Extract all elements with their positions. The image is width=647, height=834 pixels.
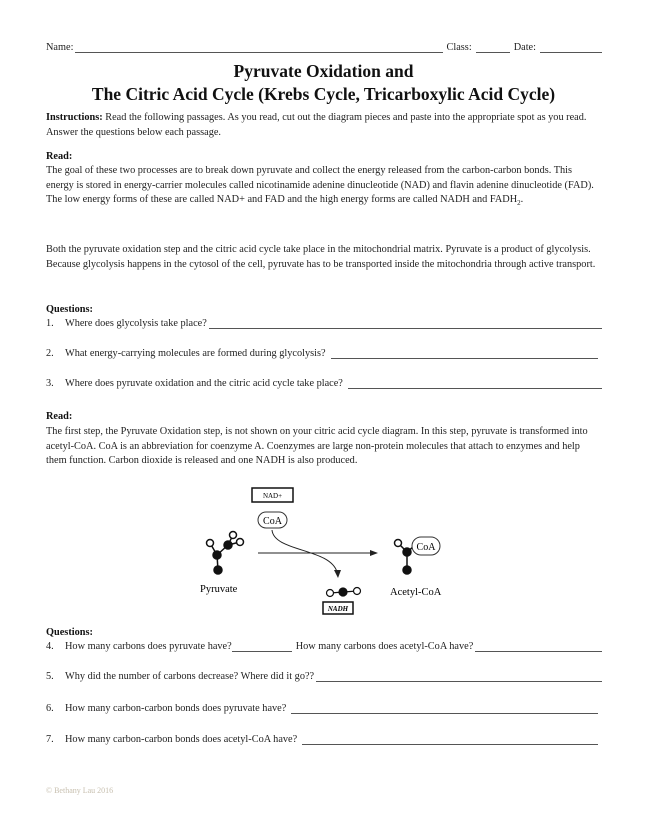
question-5 xyxy=(46,671,602,682)
question-4 xyxy=(46,641,602,652)
pyruvate-label: Pyruvate xyxy=(200,584,238,595)
read2-heading: Read: xyxy=(46,411,73,422)
answer-line-b[interactable] xyxy=(475,642,602,652)
question-text: How many carbons does pyruvate have? xyxy=(65,641,232,652)
page-title-line2: The Citric Acid Cycle (Krebs Cycle, Tricarboxylic Acid Cycle) xyxy=(91,84,556,104)
co2-molecule xyxy=(327,588,361,597)
nad-plus-box xyxy=(252,488,293,502)
question-number: 3. xyxy=(46,378,54,389)
question-text: Why did the number of carbons decrease? Where did it go?? xyxy=(65,671,315,682)
question-text: Where does glycolysis take place? xyxy=(65,318,207,329)
question-3 xyxy=(46,378,602,389)
svg-text:NADH: NADH xyxy=(327,605,349,613)
question-text: How many carbon-carbon bonds does pyruvate have? xyxy=(65,703,287,714)
read1-p1-text: The goal of these two processes are to break down pyruvate and collect the energy released from the carbon-carbon bonds. This energy is stored in energy-carrier molecules called nicotinamide adenine dinucleotide (NAD) and flavin adenine dinucleotide (FAD). The low energy forms of these are called NAD+ and FAD and the high energy forms are called NADH and FADH xyxy=(46,165,594,206)
questions2-heading: Questions: xyxy=(46,627,93,638)
nadh-box xyxy=(323,602,353,614)
question-text: Where does pyruvate oxidation and the citric acid cycle take place? xyxy=(65,378,343,389)
class-field[interactable] xyxy=(476,43,510,53)
coa-oval-attached xyxy=(412,537,440,555)
acetyl-coa-molecule xyxy=(395,540,414,575)
acetyl-coa-label: Acetyl-CoA xyxy=(390,587,442,598)
question-2 xyxy=(46,348,602,359)
answer-line[interactable] xyxy=(209,319,602,329)
instructions-label: Instructions: xyxy=(46,112,103,123)
question-text-b: How many carbons does acetyl-CoA have? xyxy=(295,641,474,652)
read1-paragraph1 xyxy=(46,164,602,211)
curved-arrow xyxy=(272,530,341,578)
instructions xyxy=(46,111,602,140)
date-field[interactable] xyxy=(540,43,602,53)
svg-text:CoA: CoA xyxy=(416,542,436,553)
question-1 xyxy=(46,318,602,329)
answer-line[interactable] xyxy=(232,642,292,652)
question-number: 5. xyxy=(46,671,54,682)
svg-text:NAD+: NAD+ xyxy=(262,492,283,500)
question-number: 2. xyxy=(46,348,54,359)
read1-heading: Read: xyxy=(46,151,73,162)
name-label: Name: xyxy=(46,42,74,53)
pyruvate-oxidation-diagram xyxy=(190,480,460,620)
read2-paragraph: The first step, the Pyruvate Oxidation step, is not shown on your citric acid cycle diagram. In this step, pyruvate is transformed into acetyl-CoA. CoA is an abbreviation for coenzyme A. Coenzymes are large non-protein molecules that attach to enzymes and help them function. Carbon dioxide is released and one NADH is also produced. xyxy=(46,426,588,467)
answer-line[interactable] xyxy=(316,672,602,682)
svg-text:CoA: CoA xyxy=(263,516,282,527)
answer-line[interactable] xyxy=(331,349,598,359)
answer-line[interactable] xyxy=(291,704,598,714)
class-label: Class: xyxy=(446,42,472,53)
question-text: What energy-carrying molecules are formed during glycolysis? xyxy=(65,348,326,359)
page-title-line1: Pyruvate Oxidation and xyxy=(233,61,414,81)
question-7 xyxy=(46,734,602,745)
pyruvate-molecule xyxy=(207,532,244,575)
instructions-text: Read the following passages. As you read, cut out the diagram pieces and paste into the appropriate spot as you read. Answer the questions below each passage. xyxy=(46,112,587,138)
answer-line[interactable] xyxy=(302,735,598,745)
question-number: 6. xyxy=(46,703,54,714)
question-6 xyxy=(46,703,602,714)
question-number: 1. xyxy=(46,318,54,329)
read1-p1-end: . xyxy=(520,194,524,206)
read1-paragraph2: Both the pyruvate oxidation step and the citric acid cycle take place in the mitochondrial matrix. Pyruvate is a product of glycolysis. Because glycolysis happens in the cytosol of the cell, pyruvate has to be transported inside the mitochondria through active transport. xyxy=(46,244,596,270)
coa-oval xyxy=(258,512,287,528)
question-number: 7. xyxy=(46,734,54,745)
questions1-heading: Questions: xyxy=(46,304,93,315)
header-fields xyxy=(46,42,602,53)
question-number: 4. xyxy=(46,641,54,652)
date-label: Date: xyxy=(513,42,536,53)
question-text: How many carbon-carbon bonds does acetyl-CoA have? xyxy=(65,734,298,745)
copyright-footer: © Bethany Lau 2016 xyxy=(46,786,114,795)
answer-line[interactable] xyxy=(348,379,602,389)
read1-p1-subscript: 2 xyxy=(517,199,521,208)
name-field[interactable] xyxy=(75,43,442,53)
